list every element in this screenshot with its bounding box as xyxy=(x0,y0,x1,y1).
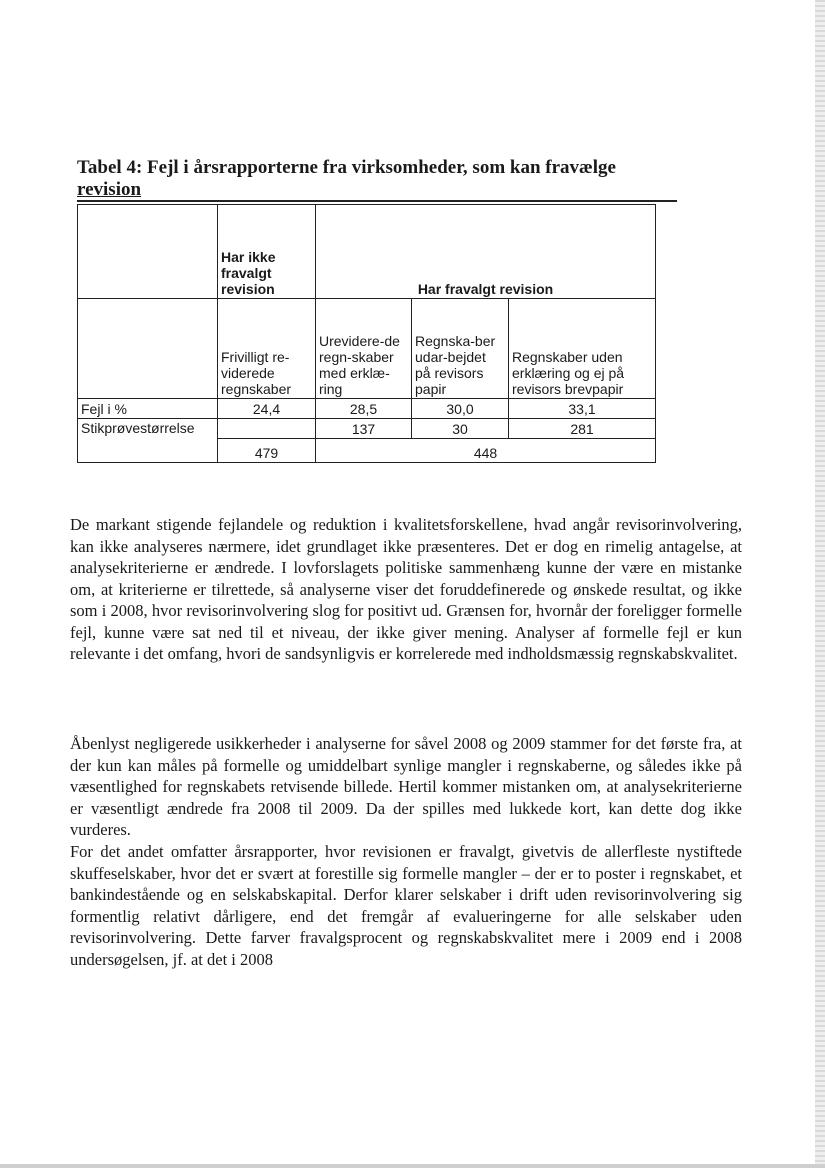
table-title-line1: Tabel 4: Fejl i årsrapporterne fra virksomheder, som kan fravælge xyxy=(77,157,616,178)
cell-sample-total-not-opted-out: 479 xyxy=(218,439,316,463)
cell-error-pct-auditor-paper: 30,0 xyxy=(412,399,509,419)
column-header-no-statement: Regnskaber uden erklæring og ej på revisors brevpapir xyxy=(509,299,656,399)
column-header-voluntary-audited: Frivilligt re-viderede regnskaber xyxy=(218,299,316,399)
table-title-line2: revision xyxy=(77,179,142,200)
table-corner-cell xyxy=(78,205,218,299)
row-label-error-pct: Fejl i % xyxy=(78,399,218,419)
table-label-header-cell xyxy=(78,299,218,399)
cell-error-pct-voluntary: 24,4 xyxy=(218,399,316,419)
cell-sample-size-unaudited: 137 xyxy=(316,419,412,439)
title-rule xyxy=(77,200,677,202)
cell-error-pct-no-statement: 33,1 xyxy=(509,399,656,419)
cell-sample-size-no-statement: 281 xyxy=(509,419,656,439)
scan-edge xyxy=(815,0,825,1168)
error-table xyxy=(77,204,656,463)
cell-sample-size-voluntary-blank xyxy=(218,419,316,439)
column-header-auditor-paper: Regnska-ber udar-bejdet på revisors papir xyxy=(412,299,509,399)
cell-sample-total-opted-out: 448 xyxy=(316,439,656,463)
group-header-not-opted-out: Har ikke fravalgt revision xyxy=(218,205,316,299)
paragraph-1: De markant stigende fejlandele og reduktion i kvalitetsforskellene, hvad angår revisorinvolvering, kan ikke analyseres nærmere, idet grundlaget ikke præsenteres. Det er dog en rimelig antagelse, at analysekriterierne er ændrede. I lovforslagets politiske sammenhæng kunne der være en mistanke om, at kriterierne er tilrettede, så analyserne viser det foruddefinerede og ønskede resultat, og ikke som i 2008, hvor revisorinvolvering slog for positivt ud. Grænsen for, hvornår der foreligger formelle fejl, kunne være sat ned til et niveau, der ikke giver mening. Analyser af formelle fejl er kun relevante i det omfang, hvori de sandsynligvis er korrelerede med indholdsmæssig regnskabskvalitet. xyxy=(70,515,742,663)
cell-sample-size-auditor-paper: 30 xyxy=(412,419,509,439)
paragraph-2: Åbenlyst negligerede usikkerheder i analyserne for såvel 2008 og 2009 stammer for det første fra, at der kun kan måles på formelle og umiddelbart synlige mangler i regnskaberne, og således ikke på væsentlighed for regnskabets retvisende billede. Hertil kommer mistanken om, at analysekriterierne er væsentligt ændrede fra 2008 til 2009. Da der spilles med lukkede kort, kan dette dog ikke vurderes. xyxy=(70,734,742,839)
table-title xyxy=(77,157,687,201)
scan-bottom-edge xyxy=(0,1164,825,1168)
table-row-error-pct xyxy=(78,399,656,419)
cell-error-pct-unaudited: 28,5 xyxy=(316,399,412,419)
group-header-opted-out: Har fravalgt revision xyxy=(316,205,656,299)
table-group-header-row xyxy=(78,205,656,299)
paragraph-3: For det andet omfatter årsrapporter, hvor revisionen er fravalgt, givetvis de allerfleste nystiftede skuffeselskaber, hvor det er svært at forestille sig formelle mangler – der er to poster i regnskabet, et bankindestående og en selskabskapital. Derfor klarer selskaber i drift uden revisorinvolvering sig formentlig relativt dårligere, end det fremgår af evalueringerne for alle selskaber uden revisorinvolvering. Dette farver fravalgsprocent og regnskabskvalitet mere i 2009 end i 2008 undersøgelsen, jf. at det i 2008 xyxy=(70,842,742,969)
table-column-header-row xyxy=(78,299,656,399)
table-row-sample-size xyxy=(78,419,656,439)
column-header-unaudited-with-statement: Urevidere-de regn-skaber med erklæ-ring xyxy=(316,299,412,399)
row-label-sample-size: Stikprøvestørrelse xyxy=(78,419,218,463)
